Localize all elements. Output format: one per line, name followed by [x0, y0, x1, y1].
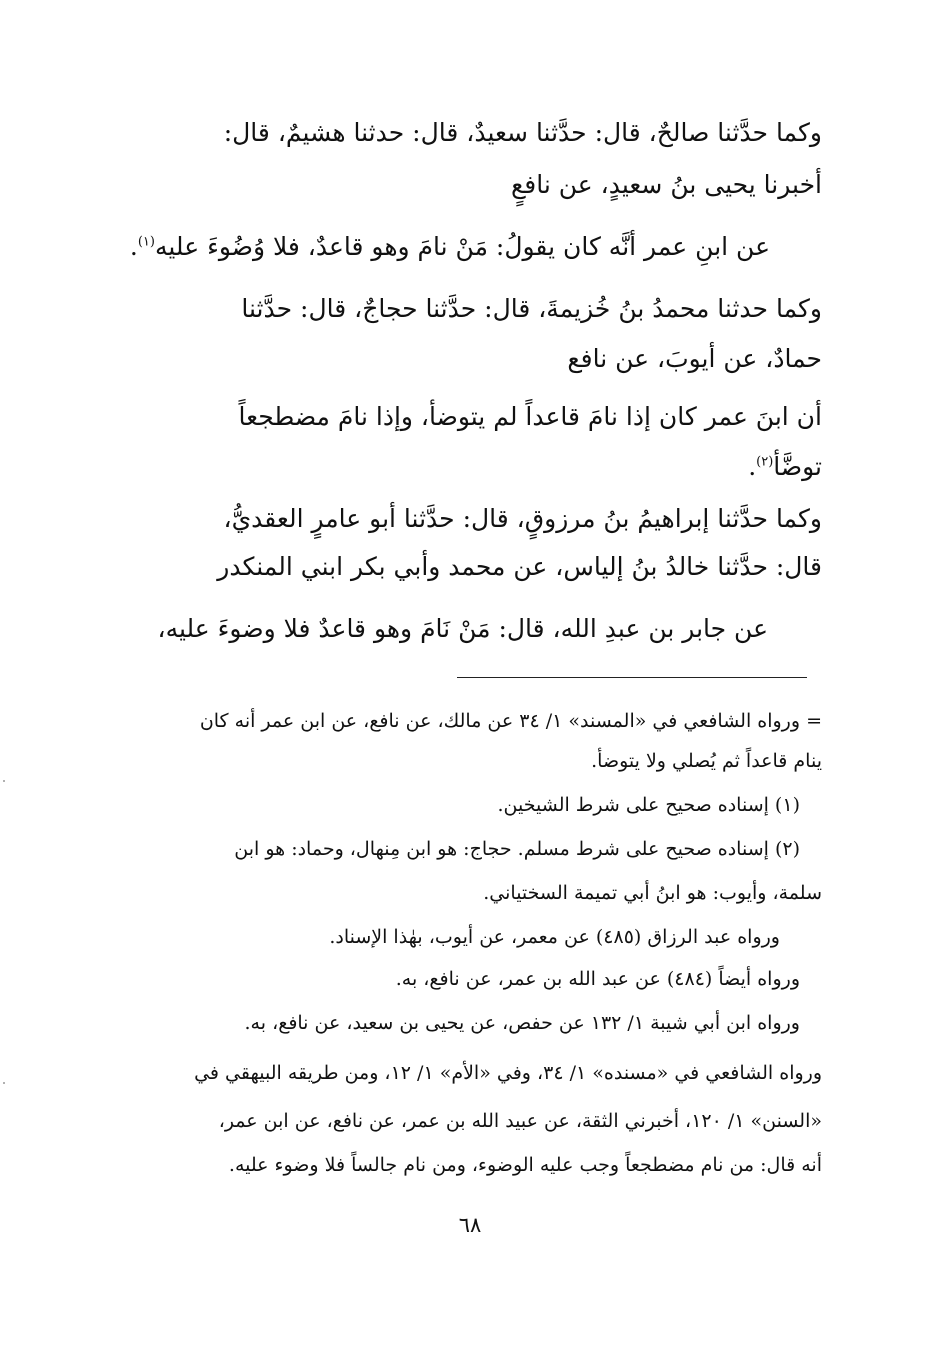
- main-line-6: أن ابنَ عمر كان إذا نامَ قاعداً لم يتوضأ، وإذا نامَ مضطجعاً: [238, 402, 822, 431]
- main-line-10: عن جابر بن عبدِ الله، قال: مَنْ نَامَ وهو قاعدٌ فلا وضوءَ عليه،: [157, 614, 768, 643]
- main-line-3-text: عن ابنِ عمر أنَّه كان يقولُ: مَنْ نامَ وهو قاعدٌ، فلا وُضُوءَ عليه: [154, 232, 770, 261]
- main-line-2: أخبرنا يحيى بنُ سعيدٍ، عن نافعٍ: [510, 170, 822, 199]
- footnote-line-6: ورواه عبد الرزاق (٤٨٥) عن معمر، عن أيوب، بهٰذا الإسناد.: [329, 926, 780, 948]
- page-number: ٦٨: [458, 1213, 482, 1237]
- main-line-7-end: .: [748, 452, 757, 481]
- footnote-line-2: ينام قاعداً ثم يُصلي ولا يتوضأ.: [591, 750, 822, 772]
- scan-mark: [3, 780, 5, 782]
- footnote-line-9: ورواه الشافعي في «مسنده» ١/ ٣٤، وفي «الأم» ١/ ١٢، ومن طريقه البيهقي في: [194, 1062, 822, 1084]
- footnote-line-1: = ورواه الشافعي في «المسند» ١/ ٣٤ عن مالك، عن نافع، عن ابن عمر أنه كان: [199, 710, 822, 732]
- footnote-line-10: «السنن» ١/ ١٢٠، أخبرني الثقة، عن عبيد الله بن عمر، عن نافع، عن ابن عمر،: [218, 1110, 822, 1132]
- footnote-line-11: أنه قال: من نام مضطجعاً وجب عليه الوضوء، ومن نام جالساً فلا وضوء عليه.: [228, 1154, 822, 1176]
- footnote-ref-1: (١): [137, 234, 155, 250]
- main-line-7-text: توضَّأ: [773, 452, 822, 481]
- footnote-line-4: (٢) إسناده صحيح على شرط مسلم. حجاج: هو ابن مِنهال، وحماد: هو ابن: [234, 838, 800, 860]
- main-line-4: وكما حدثنا محمدُ بنُ خُزيمةَ، قال: حدَّثنا حجاجٌ، قال: حدَّثنا: [241, 294, 822, 323]
- main-line-9: قال: حدَّثنا خالدُ بنُ إلياس، عن محمد وأبي بكر ابني المنكدر: [217, 552, 822, 581]
- footnote-line-8: ورواه ابن أبي شيبة ١/ ١٣٢ عن حفص، عن يحيى بن سعيد، عن نافع، به.: [244, 1012, 800, 1034]
- footnote-line-7: ورواه أيضاً (٤٨٤) عن عبد الله بن عمر، عن نافع، به.: [395, 968, 800, 990]
- scan-mark: [3, 1082, 5, 1084]
- main-line-1: وكما حدَّثنا صالحٌ، قال: حدَّثنا سعيدٌ، قال: حدثنا هشيمٌ، قال:: [223, 118, 822, 147]
- main-line-3: [130, 234, 770, 259]
- footnote-line-5: سلمة، وأيوب: هو ابنُ أبي تميمة السختياني.: [483, 882, 822, 904]
- main-line-3-end: .: [129, 232, 138, 261]
- footnote-line-3: (١) إسناده صحيح على شرط الشيخين.: [497, 794, 800, 816]
- main-line-8: وكما حدَّثنا إبراهيمُ بنُ مرزوقٍ، قال: حدَّثنا أبو عامرٍ العقديُّ،: [223, 504, 822, 533]
- footnote-separator: [457, 677, 807, 678]
- footnote-ref-2: (٢): [756, 454, 774, 470]
- main-line-5: حمادٌ، عن أيوبَ، عن نافع: [567, 344, 822, 373]
- main-line-7: [748, 454, 822, 479]
